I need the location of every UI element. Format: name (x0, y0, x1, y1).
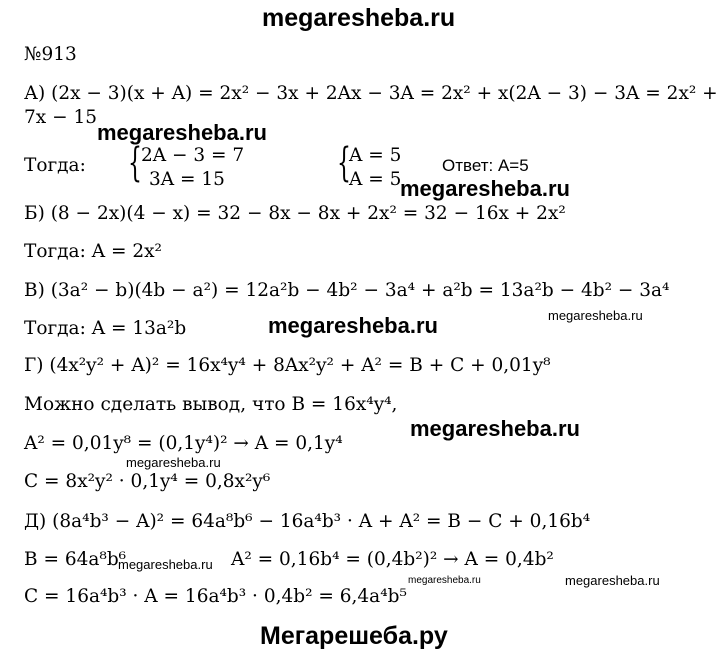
part-g-c: C = 8x²y² · 0,1y⁴ = 0,8x²y⁶ (24, 471, 271, 492)
watermark-small: megaresheba.ru (548, 308, 643, 323)
part-d-b: B = 64a⁸b⁶ (24, 549, 127, 570)
site-header: megaresheba.ru (262, 4, 456, 32)
part-d-line: Д) (8a⁴b³ − A)² = 64a⁸b⁶ − 16a⁴b³ · A + A² = B − C + 0,16b⁴ (24, 511, 591, 532)
part-b-line: Б) (8 − 2x)(4 − x) = 32 − 8x − 8x + 2x² = 32 − 16x + 2x² (24, 203, 566, 224)
watermark-small: megaresheba.ru (565, 573, 660, 588)
part-g-a-squared: A² = 0,01y⁸ = (0,1y⁴)² → A = 0,1y⁴ (24, 433, 343, 454)
watermark: megaresheba.ru (268, 313, 438, 338)
part-d-a-squared: A² = 0,16b⁴ = (0,4b²)² → A = 0,4b² (231, 549, 554, 570)
part-a-line-1: А) (2x − 3)(x + A) = 2x² − 3x + 2Ax − 3A = 2x² + x(2A − 3) − 3A = 2x² + (24, 83, 718, 104)
part-a-line-2: 7x − 15 (24, 107, 98, 128)
system-brace-2: { (337, 140, 351, 186)
problem-number: №913 (24, 44, 77, 65)
part-a-then-label: Тогда: (24, 155, 86, 176)
system-brace-1: { (128, 140, 142, 186)
part-b-then: Тогда: A = 2x² (24, 241, 162, 262)
watermark: megaresheba.ru (400, 176, 570, 201)
watermark-small: megaresheba.ru (126, 455, 221, 470)
system-1-row-1: 2A − 3 = 7 (141, 145, 245, 166)
part-g-conclusion: Можно сделать вывод, что B = 16x⁴y⁴, (24, 394, 398, 415)
site-footer: Мегарешеба.ру (260, 622, 448, 650)
part-v-then: Тогда: A = 13a²b (24, 318, 187, 339)
part-g-line: Г) (4x²y² + A)² = 16x⁴y⁴ + 8Ax²y² + A² = B + C + 0,01y⁸ (24, 355, 551, 376)
system-2-row-2: A = 5 (349, 169, 402, 190)
watermark: megaresheba.ru (410, 416, 580, 441)
answer-text: Ответ: A=5 (442, 156, 529, 175)
part-d-c: C = 16a⁴b³ · A = 16a⁴b³ · 0,4b² = 6,4a⁴b⁵ (24, 586, 407, 607)
watermark-small: megaresheba.ru (408, 575, 481, 586)
part-v-line: В) (3a² − b)(4b − a²) = 12a²b − 4b² − 3a⁴ + a²b = 13a²b − 4b² − 3a⁴ (24, 280, 670, 301)
system-1-row-2: 3A = 15 (149, 169, 225, 190)
watermark: megaresheba.ru (97, 120, 267, 145)
system-2-row-1: A = 5 (349, 145, 402, 166)
watermark-small: megaresheba.ru (118, 557, 213, 572)
